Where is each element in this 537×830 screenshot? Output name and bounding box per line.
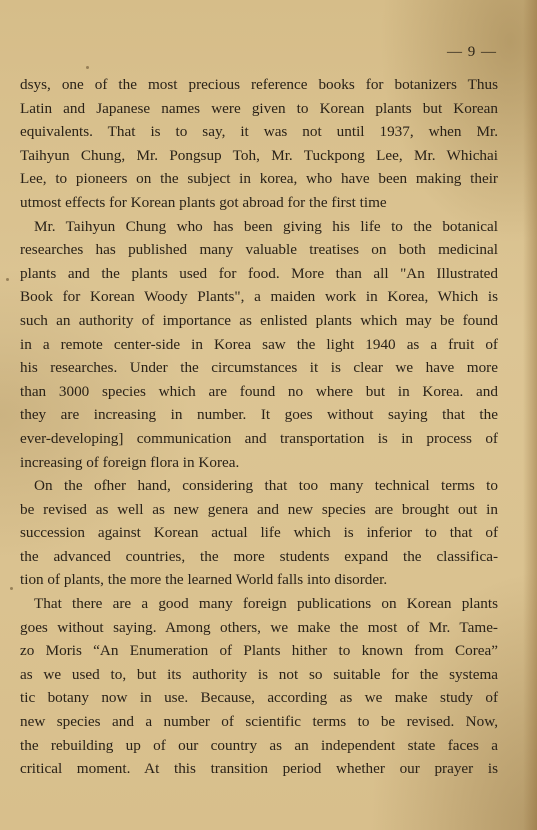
text-line: Taihyun Chung, Mr. Pongsup Toh, Mr. Tuckpong Lee, Mr. Whichai (20, 146, 498, 164)
text-line: they are increasing in number. It goes without saying that the (20, 406, 498, 424)
text-line: Latin and Japanese names were given to Korean plants but Korean (20, 99, 498, 117)
text-line: his researches. Under the circumstances it is clear we have more (20, 359, 498, 377)
text-line: tion of plants, the more the learned World falls into disorder. (20, 571, 388, 589)
text-line: in a remote center-side in Korea saw the light 1940 as a fruit of (20, 335, 498, 353)
text-line: Lee, to pioneers on the subject in korea, who have been making their (20, 170, 498, 188)
text-line: the advanced countries, the more students expand the classifica- (20, 547, 498, 565)
page-number: — 9 — (447, 44, 497, 60)
text-line: than 3000 species which are found no where but in Korea. and (20, 382, 498, 400)
text-line: That there are a good many foreign publications on Korean plants (34, 595, 498, 613)
paper-speck (86, 66, 89, 69)
text-line: increasing of foreign flora in Korea. (20, 453, 240, 471)
text-line: zo Moris “An Enumeration of Plants hither to known from Corea” (20, 642, 498, 660)
text-line: plants and the plants used for food. More than all "An Illustrated (20, 264, 498, 282)
text-line: as we used to, but its authority is not so suitable for the systema (20, 665, 498, 683)
text-line: new species and a number of scientific terms to be revised. Now, (20, 713, 498, 731)
text-line: goes without saying. Among others, we make the most of Mr. Tame- (20, 618, 498, 636)
body-text (20, 73, 498, 781)
text-line: equivalents. That is to say, it was not until 1937, when Mr. (20, 123, 498, 141)
text-line: succession against Korean actual life which is inferior to that of (20, 524, 498, 542)
text-line: critical moment. At this transition period whether our prayer is (20, 760, 498, 778)
text-line: dsys, one of the most precious reference books for botanizers Thus (20, 76, 498, 93)
text-line: utmost effects for Korean plants got abroad for the first time (20, 193, 387, 211)
text-line: such an authority of importance as enlisted plants which may be found (20, 311, 498, 329)
paper-speck (6, 278, 9, 281)
text-line: tic botany now in use. Because, according as we make study of (20, 689, 498, 707)
text-line: ever-developing] communication and transportation is in process of (20, 429, 498, 447)
text-line: researches has published many valuable treatises on both medicinal (20, 241, 498, 259)
text-line: the rebuilding up of our country as an independent state faces a (20, 736, 498, 754)
text-line: Mr. Taihyun Chung who has been giving his life to the botanical (34, 217, 498, 235)
text-line: On the ofher hand, considering that too many technical terms to (34, 477, 498, 495)
text-line: be revised as well as new genera and new species are brought out in (20, 500, 498, 518)
text-line: Book for Korean Woody Plants", a maiden work in Korea, Which is (20, 288, 498, 306)
page-edge-shadow (523, 0, 537, 830)
paper-speck (10, 587, 13, 590)
